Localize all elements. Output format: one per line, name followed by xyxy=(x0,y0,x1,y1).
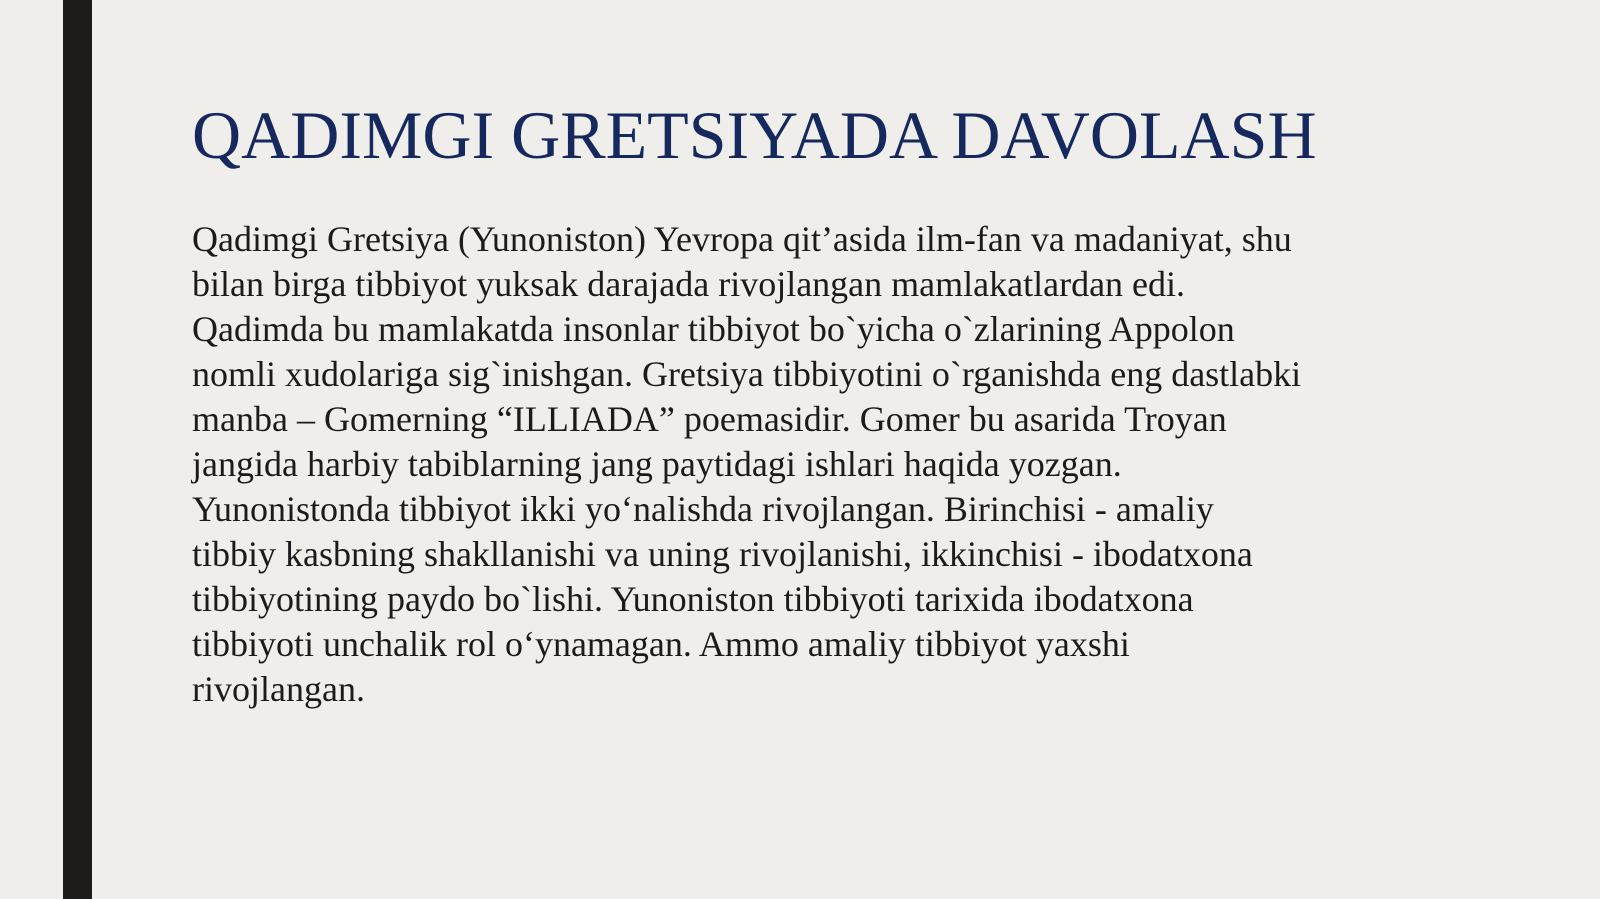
slide-body-text xyxy=(192,217,1462,712)
body-line: Qadimgi Gretsiya (Yunoniston) Yevropa qit’asida ilm-fan va madaniyat, shu xyxy=(192,219,1292,259)
side-accent-bar xyxy=(63,0,92,899)
body-line: bilan birga tibbiyot yuksak darajada rivojlangan mamlakatlardan edi. xyxy=(192,264,1186,304)
slide-title: QADIMGI GRETSIYADA DAVOLASH xyxy=(192,97,1317,173)
body-line: tibbiy kasbning shakllanishi va uning rivojlanishi, ikkinchisi - ibodatxona xyxy=(192,534,1253,574)
body-line: rivojlangan. xyxy=(192,669,365,709)
body-line: manba – Gomerning “ILLIADA” poemasidir. Gomer bu asarida Troyan xyxy=(192,399,1227,439)
body-line: tibbiyoti unchalik rol o‘ynamagan. Ammo amaliy tibbiyot yaxshi xyxy=(192,624,1130,664)
body-line: Qadimda bu mamlakatda insonlar tibbiyot bo`yicha o`zlarining Appolon xyxy=(192,309,1235,349)
body-line: Yunonistonda tibbiyot ikki yo‘nalishda rivojlangan. Birinchisi - amaliy xyxy=(192,489,1214,529)
body-line: nomli xudolariga sig`inishgan. Gretsiya tibbiyotini o`rganishda eng dastlabki xyxy=(192,354,1302,394)
body-line: jangida harbiy tabiblarning jang paytidagi ishlari haqida yozgan. xyxy=(192,444,1122,484)
body-line: tibbiyotining paydo bo`lishi. Yunoniston tibbiyoti tarixida ibodatxona xyxy=(192,579,1194,619)
